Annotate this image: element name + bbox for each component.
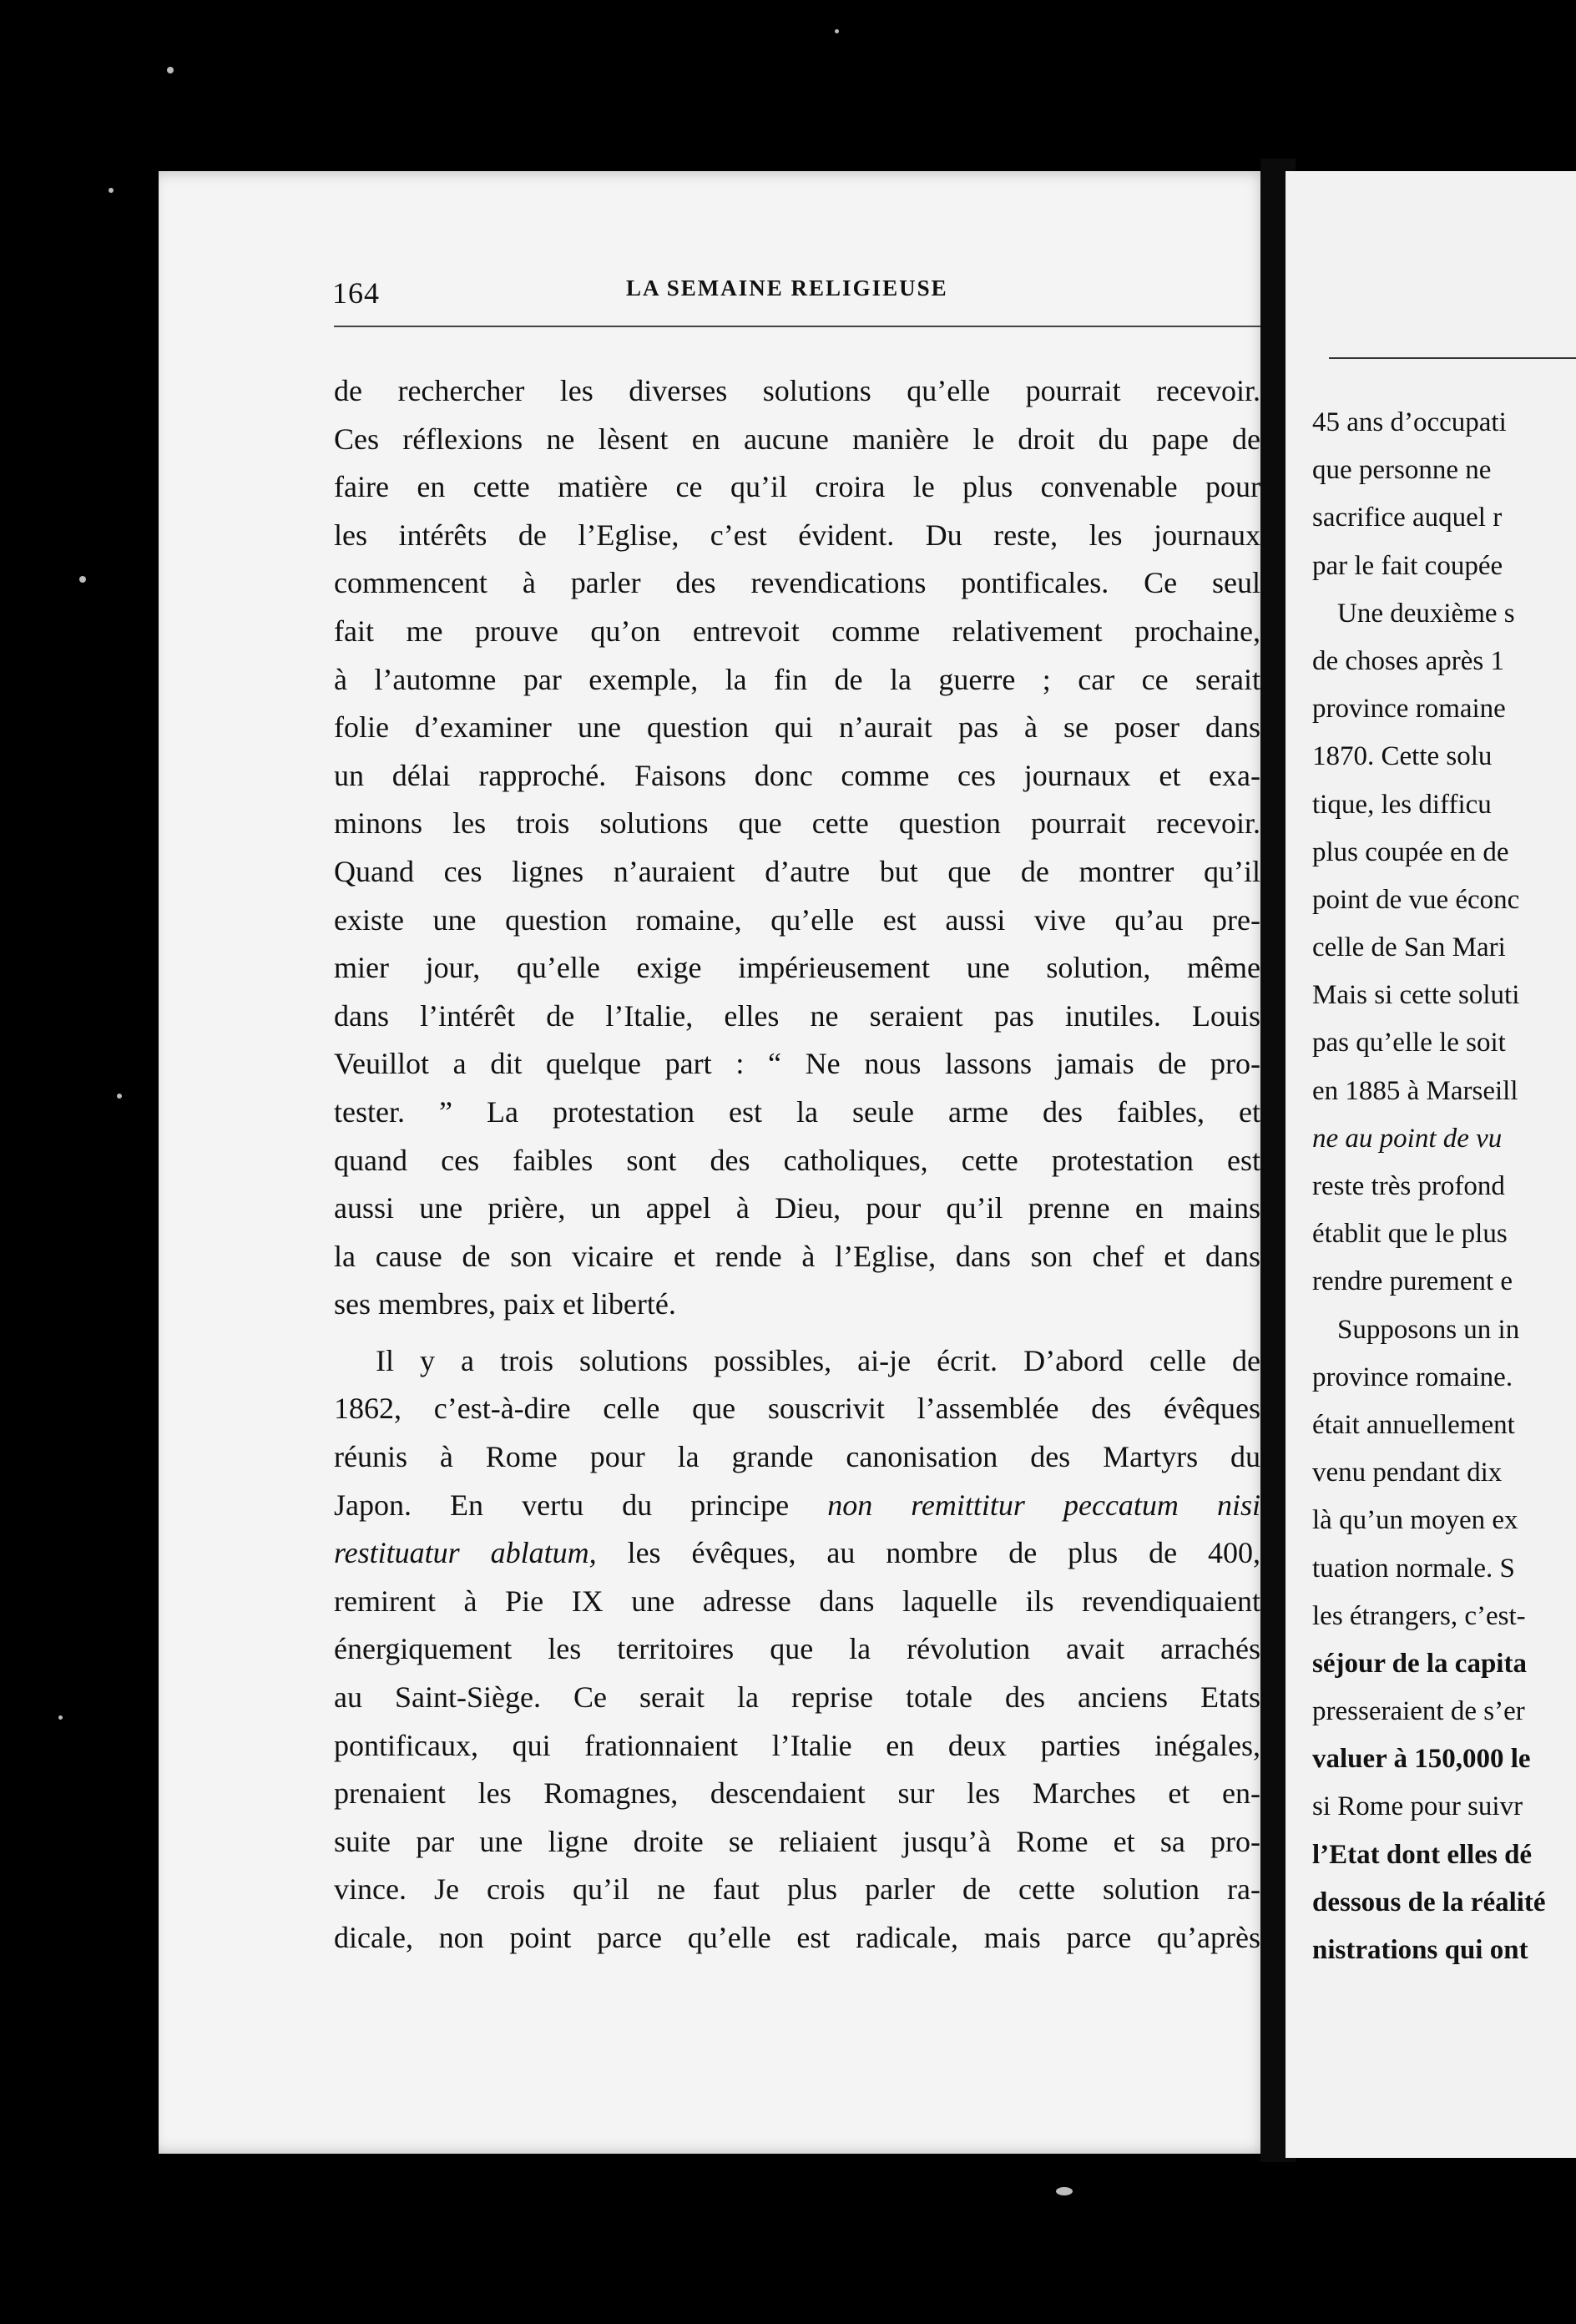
- text-line: province romaine: [1312, 694, 1506, 725]
- text-line: en 1885 à Marseill: [1312, 1075, 1518, 1106]
- text-line: les intérêts de l’Eglise, c’est évident. Du reste, les journaux: [334, 518, 1260, 552]
- text-line: [334, 1482, 1260, 1530]
- text-segment: Japon. En vertu du principe: [334, 1488, 828, 1522]
- text-line: Ces réflexions ne lèsent en aucune manière le droit du pape de: [334, 422, 1260, 456]
- left-page-body: [334, 367, 1260, 1963]
- right-header-rule: [1329, 357, 1576, 359]
- text-line: Quand ces lignes n’auraient d’autre but que de montrer qu’il: [334, 854, 1260, 888]
- italic-text: ne au point de vu: [1312, 1123, 1503, 1154]
- text-line: Supposons un in: [1337, 1314, 1520, 1345]
- text-line: reste très profond: [1312, 1171, 1505, 1201]
- text-line: 1870. Cette solu: [1312, 741, 1493, 772]
- text-line: pontificaux, qui frationnaient l’Italie en deux parties inégales,: [334, 1728, 1260, 1762]
- text-line: point de vue éconc: [1312, 884, 1520, 915]
- right-page-body: [1312, 399, 1576, 1974]
- text-line: prenaient les Romagnes, descendaient sur les Marches et en-: [334, 1776, 1260, 1811]
- text-line: un délai rapproché. Faisons donc comme ces journaux et exa-: [334, 758, 1260, 792]
- text-line: valuer à 150,000 le: [1312, 1744, 1531, 1775]
- text-segment: les évêques, au nombre de plus de 400,: [596, 1536, 1260, 1570]
- text-line: vince. Je crois qu’il ne faut plus parler de cette solution ra-: [334, 1872, 1260, 1907]
- text-line: dessous de la réalité: [1312, 1887, 1546, 1917]
- text-line: venu pendant dix: [1312, 1458, 1503, 1488]
- text-line: plus coupée en de: [1312, 836, 1509, 867]
- text-line: Mais si cette soluti: [1312, 980, 1520, 1011]
- text-line: ses membres, paix et liberté.: [334, 1287, 676, 1321]
- text-line: mier jour, qu’elle exige impérieusement une solution, même: [334, 951, 1260, 985]
- text-line: là qu’un moyen ex: [1312, 1505, 1518, 1536]
- text-line: Veuillot a dit quelque part : “ Ne nous lassons jamais de pro-: [334, 1047, 1260, 1081]
- text-line: aussi une prière, un appel à Dieu, pour qu’il prenne en mains: [334, 1191, 1260, 1225]
- latin-phrase-continued: restituatur ablatum,: [334, 1536, 597, 1570]
- latin-phrase: non remittitur peccatum nisi: [827, 1488, 1260, 1522]
- text-line: celle de San Mari: [1312, 932, 1506, 963]
- text-line: au Saint-Siège. Ce serait la reprise totale des anciens Etats: [334, 1680, 1260, 1715]
- text-line: quand ces faibles sont des catholiques, cette protestation est: [334, 1143, 1260, 1177]
- text-line: énergiquement les territoires que la révolution avait arrachés: [334, 1632, 1260, 1666]
- text-line: 1862, c’est-à-dire celle que souscrivit l’assemblée des évêques: [334, 1392, 1260, 1426]
- text-line: tique, les difficu: [1312, 789, 1492, 820]
- header-rule: [334, 326, 1260, 327]
- text-line: de rechercher les diverses solutions qu’elle pourrait recevoir.: [334, 374, 1260, 407]
- text-line: rendre purement e: [1312, 1266, 1513, 1297]
- text-line: tuation normale. S: [1312, 1553, 1515, 1584]
- text-line: fait me prouve qu’on entrevoit comme relativement prochaine,: [334, 614, 1260, 648]
- text-line: presseraient de s’er: [1312, 1696, 1525, 1727]
- text-line: à l’automne par exemple, la fin de la guerre ; car ce serait: [334, 662, 1260, 696]
- text-line: par le fait coupée: [1312, 550, 1503, 581]
- text-line: établit que le plus: [1312, 1219, 1508, 1250]
- text-line: dans l’intérêt de l’Italie, elles ne seraient pas inutiles. Louis: [334, 998, 1260, 1033]
- text-line: pas qu’elle le soit: [1312, 1028, 1506, 1058]
- text-line: [1312, 1115, 1576, 1163]
- text-line: réunis à Rome pour la grande canonisation des Martyrs du: [334, 1440, 1260, 1474]
- text-line: séjour de la capita: [1312, 1648, 1527, 1679]
- text-line: Une deuxième s: [1337, 598, 1515, 629]
- text-line: existe une question romaine, qu’elle est aussi vive qu’au pre-: [334, 902, 1260, 937]
- text-line: de choses après 1: [1312, 645, 1505, 676]
- text-line: nistrations qui ont: [1312, 1935, 1528, 1965]
- running-head: LA SEMAINE RELIGIEUSE: [626, 275, 948, 301]
- text-line: minons les trois solutions que cette question pourrait recevoir.: [334, 806, 1260, 841]
- text-line: les étrangers, c’est-: [1312, 1600, 1526, 1631]
- text-line: commencent à parler des revendications pontificales. Ce seul: [334, 566, 1260, 600]
- text-line: était annuellement: [1312, 1409, 1515, 1440]
- text-line: si Rome pour suivr: [1312, 1791, 1523, 1822]
- text-line: faire en cette matière ce qu’il croira le plus convenable pour: [334, 470, 1260, 504]
- text-line: la cause de son vicaire et rende à l’Eglise, dans son chef et dans: [334, 1239, 1260, 1273]
- page-number: 164: [332, 276, 380, 310]
- text-line: l’Etat dont elles dé: [1312, 1839, 1533, 1870]
- text-line: folie d’examiner une question qui n’aurait pas à se poser dans: [334, 710, 1260, 745]
- text-line: sacrifice auquel r: [1312, 503, 1503, 533]
- text-line: province romaine.: [1312, 1362, 1513, 1392]
- text-line: tester. ” La protestation est la seule arme des faibles, et: [334, 1094, 1260, 1129]
- text-line: remirent à Pie IX une adresse dans laquelle ils revendiquaient: [334, 1584, 1260, 1618]
- text-line: que personne ne: [1312, 455, 1492, 486]
- text-line: 45 ans d’occupati: [1312, 407, 1507, 437]
- text-line: Il y a trois solutions possibles, ai-je écrit. D’abord celle de: [376, 1343, 1260, 1377]
- text-line: [334, 1529, 1260, 1578]
- text-line: dicale, non point parce qu’elle est radicale, mais parce qu’après: [334, 1921, 1260, 1954]
- text-line: suite par une ligne droite se reliaient jusqu’à Rome et sa pro-: [334, 1824, 1260, 1858]
